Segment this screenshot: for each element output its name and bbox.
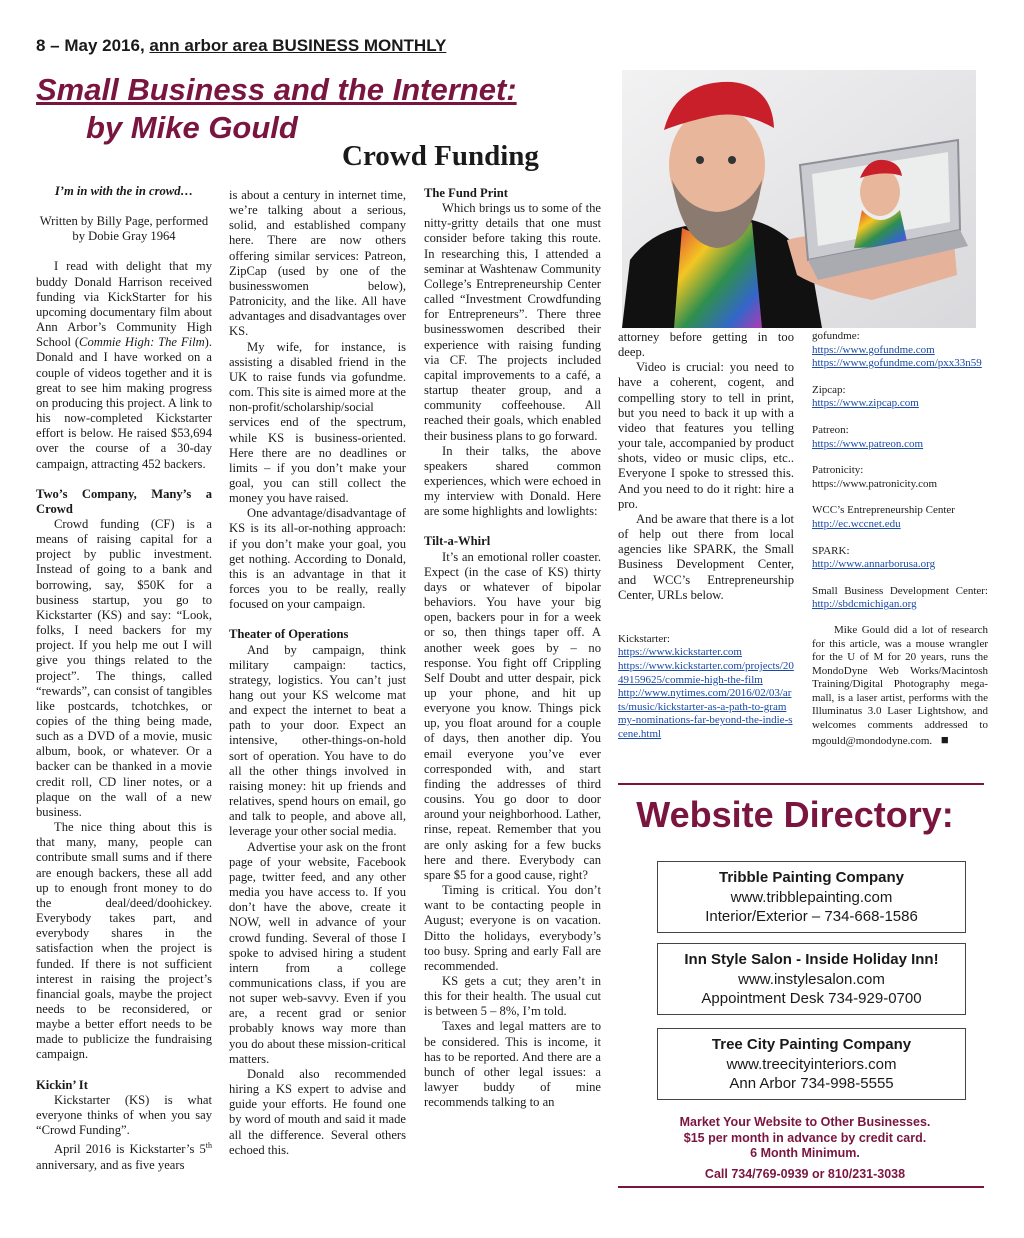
page-date: 8 – May 2016, (36, 36, 150, 55)
business-url[interactable]: www.treecityinteriors.com (726, 1055, 897, 1073)
business-name: Inn Style Salon - Inside Holiday Inn! (684, 951, 939, 968)
commie-high-link[interactable]: https://www.kickstarter.com/projects/2049159625/commie-high-the-film (618, 660, 794, 686)
link-label: Kickstarter: (618, 632, 670, 645)
link-label: Patreon: (812, 423, 849, 436)
directory-title: Website Directory: (636, 794, 954, 835)
page-header (36, 36, 446, 56)
paragraph: Which brings us to some of the nitty-gritty details that one must consider before taking this route. In researching this, I attended a seminar at Washtenaw Community College’s Entrepreneurship Center called “Investment Crowdfunding for Entrepreneurs”. There three businesswomen described their experience with raising funding via CF. The projects included capital improvements to a café, a startup theater group, and a community coffeehouse. All reached their goals, which enabled their business plans to go forward. (424, 201, 601, 443)
paragraph: And be aware that there is a lot of help out there from local agencies like SPARK, the Small Business Development Center, and WCC’s Entrepreneurship Center, URLs below. (618, 511, 794, 602)
directory-listing (657, 1028, 966, 1100)
business-detail: Appointment Desk 734-929-0700 (701, 990, 922, 1007)
end-mark: ■ (940, 731, 949, 747)
directory-bottom-rule (618, 1186, 984, 1188)
paragraph: And by campaign, think military campaign: tactics, strategy, logistics. You can’t just hang out your KS welcome mat and expect the internet to beat a path to your door. Expect an intensive, other-things-on-hold sort of operation. You have to do all the other things involved in raising money: hit up friends and relatives, spend hours on email, go and talk to people, and above all, leverage your other social media. (229, 642, 406, 839)
paragraph: Taxes and legal matters are to be considered. This is income, it has to be reported. And there are a bunch of other legal issues: a lawyer buddy of mine recommends talking to an (424, 1019, 601, 1110)
promo-line: $15 per month in advance by credit card. (683, 1130, 927, 1145)
directory-listing (657, 861, 966, 933)
paragraph: The nice thing about this is that many, many, people can contribute small sums and if there are enough backers, these all add up to enough front money to do the deal/deed/doohickey. Everybody takes part, and everybody shares in the satisfaction when the project is funded. If there is not sufficient interest in raising the project’s financial goals, maybe the project needs to be reconsidered, or maybe a better effort needs to be made to publicize the fundraising campaign. (36, 820, 212, 1062)
paragraph: I read with delight that my buddy Donald Harrison received funding via KickStarter for his upcoming documentary film about Ann Arbor’s Community High School (Commie High: The Film). Donald and I have worked on a couple of videos together and it is great to see him making progress on producing this project. A link to his now-completed Kickstarter effort is below. He raised $53,694 over the course of a 30-day campaign, attracting 452 backers. (36, 259, 213, 471)
author-bio: Mike Gould did a lot of research for this article, was a mouse wrangler for the U of M for 20 years, runs the MondoDyne Web Works/Macintosh Training/Digital Photography mega-mall, is a laser artist, performs with the Illuminatus 3.0 Laser Lightshow, and welcomes comments addressed to mgould@mondodyne.com. ■ (812, 623, 988, 747)
business-url[interactable]: www.tribblepainting.com (730, 888, 893, 906)
publication-name: ann arbor area BUSINESS MONTHLY (149, 36, 447, 55)
promo-phone: Call 734/769-0939 or 810/231-3038 (704, 1166, 906, 1181)
paragraph: is about a century in internet time, we’re talking about a serious, solid, and established company here. There are now others offering similar services: Patreon, ZipCap (used by one of the businesswomen below), Patronicity, and the like. All have advantages and disadvantages over KS. (229, 188, 406, 339)
author-photo (622, 70, 976, 328)
paragraph: Crowd funding (CF) is a means of raising capital for a project by public investment. Instead of going to a bank and borrowing, say, $50K for a business startup, you go to Kickstarter (KS) and say: “Look, folks, I need backers for my project. If you help me out I will give you things related to the project”. The things, called “rewards”, can consist of tangibles like postcards, tchotchkes, or copies of the thing being made, such as a DVD of a movie, music album, book, or whatever. Or a backer can be thanked in a movie credit roll, CD liner notes, or a plaque on the wall of a new business. (36, 516, 212, 819)
sbdc-link[interactable]: http://sbdcmichigan.org (812, 598, 917, 611)
section-heading: Theater of Operations (229, 627, 349, 642)
zipcap-link[interactable]: https://www.zipcap.com (812, 397, 919, 410)
article-column-3 (424, 186, 601, 1110)
directory-listing (657, 943, 966, 1015)
business-url[interactable]: www.instylesalon.com (738, 970, 885, 988)
link-label: gofundme: (812, 330, 860, 342)
spark-link[interactable]: http://www.annarborusa.org (812, 558, 936, 571)
link-label: WCC’s Entrepreneurship Center (812, 504, 955, 517)
gofundme-link[interactable]: https://www.gofundme.com (812, 343, 935, 356)
directory-promo (650, 1115, 960, 1182)
link-label: Patronicity: (812, 464, 864, 477)
wcc-link[interactable]: http://ec.wccnet.edu (812, 517, 901, 530)
link-label: Small Business Development Center: (812, 584, 988, 597)
paragraph: In their talks, the above speakers shared common experiences, which were echoed in my interview with Donald. Here are some highlights and lowlights: (424, 443, 601, 519)
epigraph-credit: Written by Billy Page, performed by Dobie Gray 1964 (39, 214, 209, 244)
photo-illustration (622, 70, 976, 328)
paragraph: KS gets a cut; they aren’t in this for their health. The usual cut is between 5 – 8%, I’m told. (424, 973, 601, 1019)
gofundme-campaign-link[interactable]: https://www.gofundme.com/pxx33n59 (812, 357, 982, 370)
paragraph: Donald also recommended hiring a KS expert to advise and guide your efforts. He found one by word of mouth and said it made all the difference. Several others echoed this. (229, 1066, 406, 1157)
paragraph: attorney before getting in too deep. (618, 330, 794, 360)
business-detail: Ann Arbor 734-998-5555 (729, 1075, 894, 1092)
section-heading: Two’s Company, Many’s a Crowd (36, 486, 212, 516)
epigraph: I’m in with the in crowd… (54, 184, 194, 198)
nytimes-link[interactable]: http://www.nytimes.com/2016/02/03/arts/music/kickstarter-as-a-path-to-grammy-nominations-far-beyond-the-indie-scene.html (618, 687, 793, 740)
paragraph: Video is crucial: you need to have a coherent, cogent, and compelling story to tell in print, but you need to back it up with a video that features you telling your tale, accompanied by product shots, video or music clips, etc.. Everyone I spoke to stressed this. And you need to do it right: hire a pro. (618, 360, 794, 511)
business-name: Tribble Painting Company (718, 869, 905, 886)
paragraph: One advantage/disadvantage of KS is its all-or-nothing approach: if you don’t make your goal, you get nothing. According to Donald, this is an advantage in that it forces you to be really, really focused on your campaign. (229, 506, 406, 612)
link-label: Zipcap: (812, 383, 846, 396)
paragraph: April 2016 is Kickstarter’s 5th anniversary, and as five years (36, 1141, 212, 1172)
paragraph: Advertise your ask on the front page of your website, Facebook page, twitter feed, and any other media you have access to. If you don’t have the above, create it NOW, well in advance of your crowd funding. Several of those I spoke to advised hiring a student intern from a college communications class, if you are not super web-savvy. Even if you are, a recent grad or senior probably knows way more than you do about these mission-critical matters. (229, 839, 406, 1066)
promo-line: 6 Month Minimum. (750, 1146, 860, 1160)
paragraph: Kickstarter (KS) is what everyone thinks of when you say “Crowd Funding”. (36, 1092, 212, 1138)
article-title: Small Business and the Internet: (36, 72, 517, 107)
section-heading: Kickin’ It (36, 1077, 88, 1092)
directory-top-rule (618, 783, 984, 785)
business-detail: Interior/Exterior – 734-668-1586 (705, 908, 918, 925)
paragraph: My wife, for instance, is assisting a disabled friend in the UK to raise funds via gofundme. com. This site is aimed more at the non-profit/scholarship/social services end of the spectrum, while KS is business-oriented. Here there are no deadlines or limits – if you don’t make your goal, you can still collect the money you have raised. (229, 339, 406, 506)
section-heading: Tilt-a-Whirl (424, 534, 491, 549)
paragraph: It’s an emotional roller coaster. Expect (in the case of KS) thirty days or whatever of bipolar behaviors. You have your big open, backers pour in for a week or so, then things taper off. A another week goes by – no response. You fight off Crippling Self Doubt and utter despair, pick up your phone, and hit up everyone you know. Things pick up, you float around for a couple of days, then another dip. You email everyone you’ve ever corresponded with, and start finding the addresses of third cousins. You go door to door around your neighborhood. Lather, rinse, repeat. Remember that you are only asking for a few bucks here and there. Everybody can spare $5 for a good cause, right? (424, 549, 601, 882)
article-column-2 (229, 188, 406, 1158)
resource-links (812, 330, 988, 748)
business-name: Tree City Painting Company (711, 1036, 912, 1053)
paragraph: Timing is critical. You don’t want to be contacting people in August; everyone is on vacation. Ditto the holidays, everybody’s too busy. Spring and early Fall are recommended. (424, 883, 601, 973)
link-label: SPARK: (812, 544, 850, 557)
article-column-4 (618, 330, 794, 742)
kickstarter-link[interactable]: https://www.kickstarter.com (618, 646, 742, 659)
article-byline: by Mike Gould (86, 110, 298, 145)
article-subtitle: Crowd Funding (342, 140, 539, 172)
patronicity-link: https://www.patronicity.com (812, 477, 938, 490)
promo-line: Market Your Website to Other Businesses. (679, 1115, 931, 1129)
section-heading: The Fund Print (424, 186, 508, 200)
kickstarter-links (618, 633, 794, 742)
article-column-1 (36, 184, 212, 1173)
patreon-link[interactable]: https://www.patreon.com (812, 437, 924, 450)
